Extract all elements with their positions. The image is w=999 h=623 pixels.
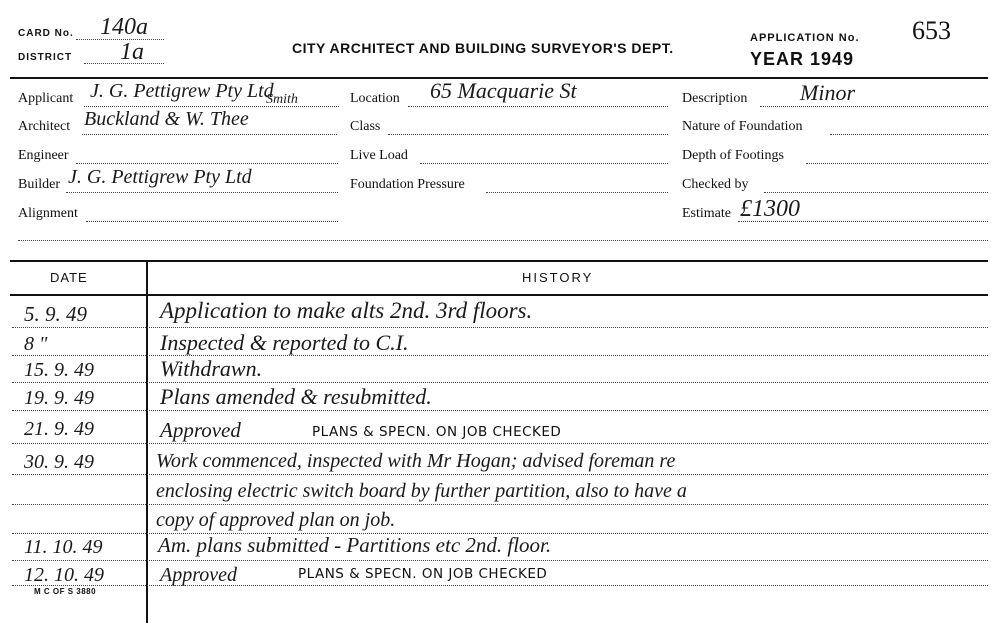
description-value: Minor — [800, 80, 855, 105]
card-no-label: CARD No. — [18, 28, 74, 39]
dept-title: CITY ARCHITECT AND BUILDING SURVEYOR'S DEPT. — [292, 40, 674, 56]
location-label: Location — [350, 91, 400, 106]
nature-of-foundation-label: Nature of Foundation — [682, 119, 803, 134]
history-entry: Work commenced, inspected with Mr Hogan; advised foreman re — [156, 450, 676, 472]
district-value: 1a — [120, 39, 144, 65]
history-entry: enclosing electric switch board by further partition, also to have a — [156, 480, 687, 502]
checked-by-label: Checked by — [682, 177, 749, 192]
live-load-label: Live Load — [350, 148, 408, 163]
applicant-value: J. G. Pettigrew Pty Ltd — [90, 80, 274, 102]
card-no-value: 140a — [100, 14, 148, 40]
date-column-divider — [146, 260, 148, 623]
estimate-value: £1300 — [740, 196, 800, 222]
depth-of-footings-label: Depth of Footings — [682, 148, 784, 163]
class-label: Class — [350, 119, 381, 134]
builder-value: J. G. Pettigrew Pty Ltd — [68, 166, 252, 188]
application-label: APPLICATION No. — [750, 32, 860, 44]
approval-stamp: PLANS & SPECN. ON JOB CHECKED — [312, 424, 562, 440]
history-entry: Plans amended & resubmitted. — [160, 384, 432, 409]
architect-extra: Smith — [266, 92, 298, 107]
description-label: Description — [682, 91, 748, 106]
year-label: YEAR 1949 — [750, 49, 855, 69]
history-entry: Approved — [160, 418, 241, 442]
applicant-label: Applicant — [18, 91, 74, 106]
history-entry: Approved — [160, 564, 238, 586]
foundation-pressure-label: Foundation Pressure — [350, 177, 465, 192]
location-value: 65 Macquarie St — [430, 78, 577, 103]
estimate-label: Estimate — [682, 206, 731, 221]
application-number: 653 — [912, 16, 951, 45]
history-date: 11. 10. 49 — [24, 536, 103, 558]
history-date: 8 " — [24, 333, 48, 355]
history-date: 21. 9. 49 — [24, 418, 94, 440]
history-entry: Application to make alts 2nd. 3rd floors. — [160, 298, 533, 323]
history-header-rule — [10, 294, 988, 296]
history-date: 5. 9. 49 — [24, 302, 87, 326]
history-column-header: HISTORY — [522, 270, 594, 285]
builder-label: Builder — [18, 177, 60, 192]
history-date: 15. 9. 49 — [24, 359, 94, 381]
approval-stamp: PLANS & SPECN. ON JOB CHECKED — [298, 566, 548, 582]
date-column-header: DATE — [50, 270, 88, 285]
architect-label: Architect — [18, 119, 71, 134]
district-label: DISTRICT — [18, 52, 73, 63]
architect-value: Buckland & W. Thee — [84, 108, 249, 130]
history-date: 30. 9. 49 — [24, 451, 94, 473]
alignment-label: Alignment — [18, 206, 78, 221]
history-entry: Am. plans submitted - Partitions etc 2nd. floor. — [158, 533, 552, 557]
history-entry: Withdrawn. — [160, 356, 263, 381]
engineer-label: Engineer — [18, 148, 69, 163]
print-code: M C OF S 3880 — [34, 587, 97, 596]
history-entry: copy of approved plan on job. — [156, 509, 396, 531]
history-entry: Inspected & reported to C.I. — [160, 330, 409, 355]
history-date: 19. 9. 49 — [24, 387, 94, 409]
history-top-rule — [10, 260, 988, 262]
history-date: 12. 10. 49 — [24, 564, 104, 586]
